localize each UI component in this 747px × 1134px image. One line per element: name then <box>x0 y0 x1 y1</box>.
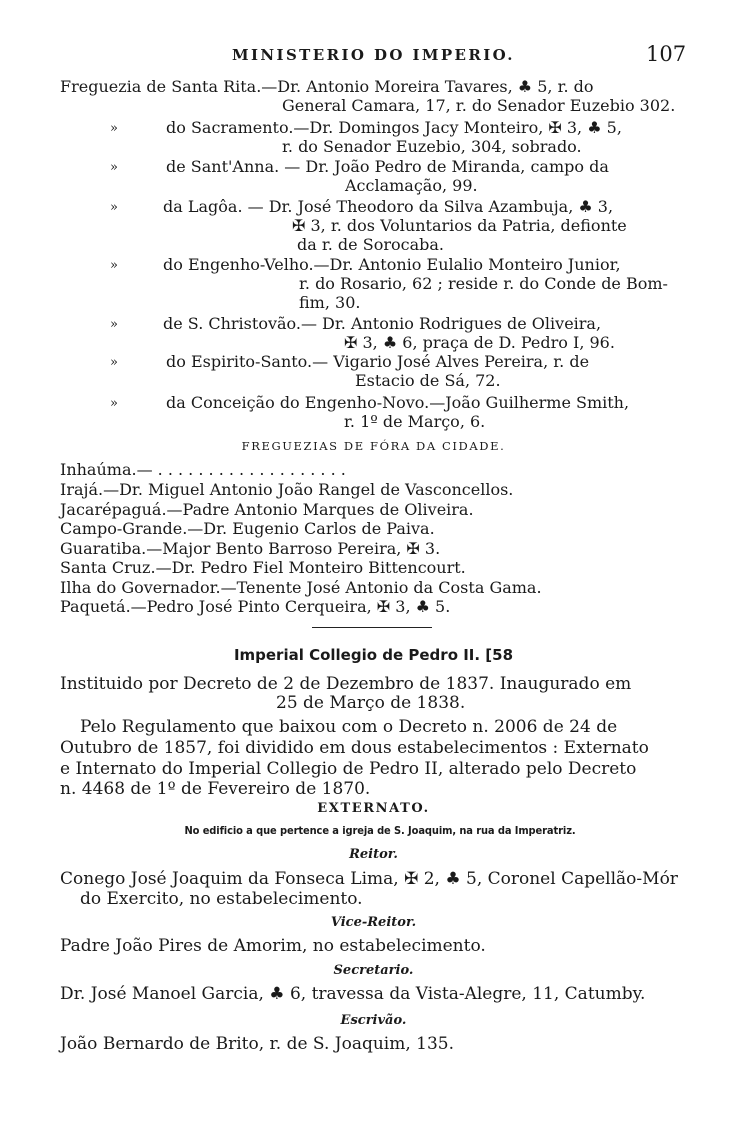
parish-line: de Sant'Anna. — Dr. João Pedro de Miranda, campo da <box>166 157 609 176</box>
parish-line: Freguezia de Santa Rita.—Dr. Antonio Moreira Tavares, ♣ 5, r. do <box>60 77 594 96</box>
parish-line: da r. de Sorocaba. <box>297 235 444 254</box>
reitor-line: Conego José Joaquim da Fonseca Lima, ✠ 2, ♣ 5, Coronel Capellão-Mór <box>60 869 678 889</box>
vice-reitor-line: Padre João Pires de Amorim, no estabelecimento. <box>60 936 486 956</box>
page-number: 107 <box>646 42 687 66</box>
parish-line: r. do Rosario, 62 ; reside r. do Conde de Bom- <box>299 274 668 293</box>
ditto-mark: » <box>110 396 118 411</box>
parish-line: r. do Senador Euzebio, 304, sobrado. <box>282 137 582 156</box>
ditto-mark: » <box>110 121 118 136</box>
college-regulation-line: Outubro de 1857, foi dividido em dous estabelecimentos : Externato <box>60 738 649 758</box>
externato-location: No edificio a que pertence a igreja de S. Joaquim, na rua da Imperatriz. <box>184 824 576 837</box>
outside-parish-line: Ilha do Governador.—Tenente José Antonio da Costa Gama. <box>60 578 542 597</box>
parish-line: de S. Christovão.— Dr. Antonio Rodrigues de Oliveira, <box>163 314 602 333</box>
reitor-heading: Reitor. <box>349 847 398 862</box>
running-title: MINISTERIO DO IMPERIO. <box>232 46 515 64</box>
parish-line: ✠ 3, r. dos Voluntarios da Patria, defionte <box>292 216 627 235</box>
college-title: Imperial Collegio de Pedro II. [58 <box>233 646 514 664</box>
outside-parish-line: Inhaúma.— . . . . . . . . . . . . . . . . . . . <box>60 460 346 479</box>
section-heading-outside: FREGUEZIAS DE FÓRA DA CIDADE. <box>241 439 506 453</box>
outside-parish-line: Jacarépaguá.—Padre Antonio Marques de Oliveira. <box>60 500 474 519</box>
college-regulation-line: n. 4468 de 1º de Fevereiro de 1870. <box>60 779 371 799</box>
secretario-line: Dr. José Manoel Garcia, ♣ 6, travessa da Vista-Alegre, 11, Catumby. <box>60 984 646 1004</box>
parish-line: Estacio de Sá, 72. <box>355 371 501 390</box>
parish-line: do Sacramento.—Dr. Domingos Jacy Monteiro, ✠ 3, ♣ 5, <box>166 118 622 137</box>
ditto-mark: » <box>110 258 118 273</box>
parish-line: da Conceição do Engenho-Novo.—João Guilherme Smith, <box>166 393 630 412</box>
outside-parish-line: Santa Cruz.—Dr. Pedro Fiel Monteiro Bittencourt. <box>60 558 466 577</box>
outside-parish-line: Irajá.—Dr. Miguel Antonio João Rangel de Vasconcellos. <box>60 480 514 499</box>
college-regulation-line: Pelo Regulamento que baixou com o Decreto n. 2006 de 24 de <box>80 717 618 737</box>
ditto-mark: » <box>110 200 118 215</box>
college-founded-line: Instituido por Decreto de 2 de Dezembro de 1837. Inaugurado em <box>60 674 632 694</box>
escrivao-heading: Escrivão. <box>340 1013 407 1028</box>
college-founded-line: 25 de Março de 1838. <box>276 693 466 713</box>
parish-line: r. 1º de Março, 6. <box>344 412 486 431</box>
parish-line: General Camara, 17, r. do Senador Euzebio 302. <box>282 96 676 115</box>
escrivao-line: João Bernardo de Brito, r. de S. Joaquim, 135. <box>60 1034 455 1054</box>
parish-line: da Lagôa. — Dr. José Theodoro da Silva Azambuja, ♣ 3, <box>163 197 614 216</box>
section-divider <box>312 627 432 628</box>
parish-line: fim, 30. <box>299 293 361 312</box>
ditto-mark: » <box>110 355 118 370</box>
parish-line: Acclamação, 99. <box>345 176 478 195</box>
vice-reitor-heading: Vice-Reitor. <box>330 915 417 930</box>
parish-line: ✠ 3, ♣ 6, praça de D. Pedro I, 96. <box>344 333 615 352</box>
ditto-mark: » <box>110 160 118 175</box>
externato-heading: EXTERNATO. <box>317 801 430 816</box>
ditto-mark: » <box>110 317 118 332</box>
parish-line: do Engenho-Velho.—Dr. Antonio Eulalio Monteiro Junior, <box>163 255 621 274</box>
outside-parish-line: Guaratiba.—Major Bento Barroso Pereira, ✠ 3. <box>60 539 441 558</box>
outside-parish-line: Paquetá.—Pedro José Pinto Cerqueira, ✠ 3, ♣ 5. <box>60 597 451 616</box>
secretario-heading: Secretario. <box>333 963 414 978</box>
parish-line: do Espirito-Santo.— Vigario José Alves Pereira, r. de <box>166 352 590 371</box>
college-regulation-line: e Internato do Imperial Collegio de Pedro II, alterado pelo Decreto <box>60 759 637 779</box>
outside-parish-line: Campo-Grande.—Dr. Eugenio Carlos de Paiva. <box>60 519 435 538</box>
reitor-line: do Exercito, no estabelecimento. <box>80 889 363 909</box>
